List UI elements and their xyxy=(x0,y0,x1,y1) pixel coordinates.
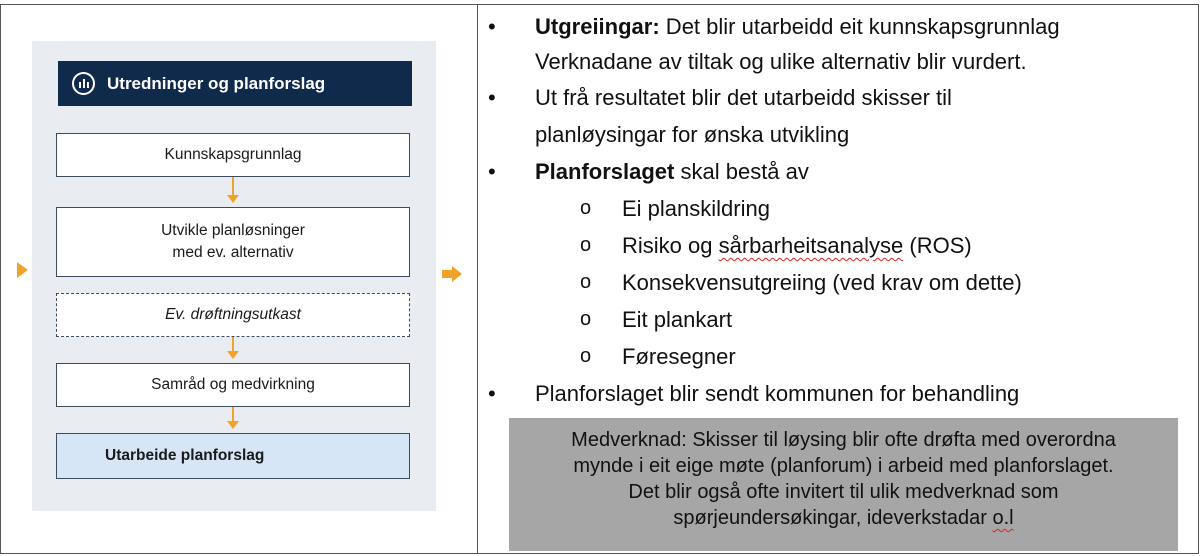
flow-step-develop-plans: Utvikle planløsninger med ev. alternativ xyxy=(56,207,410,277)
right-arrow-icon xyxy=(442,266,461,282)
sub-item-plankart: o Eit plankart xyxy=(622,301,732,338)
chart-icon xyxy=(72,72,95,95)
bullet-submission: • Planforslaget blir sendt kommunen for behandling xyxy=(535,375,1019,412)
description-cell xyxy=(478,5,1198,553)
sub-item-planskildring: o Ei planskildring xyxy=(622,190,770,227)
sub-item-foresegner: o Føresegner xyxy=(622,338,736,375)
flow-arrow-icon xyxy=(227,351,239,359)
left-arrow-icon xyxy=(17,262,28,278)
flow-step-knowledge-base: Kunnskapsgrunnlag xyxy=(56,133,410,177)
flow-arrow-icon xyxy=(227,421,239,429)
bullet-sketches: • Ut frå resultatet blir det utarbeidd skisser til xyxy=(535,79,952,116)
flow-diagram xyxy=(32,41,436,511)
bullet-planforslaget: • Planforslaget skal bestå av xyxy=(535,153,809,190)
flow-step-draft: Ev. drøftningsutkast xyxy=(56,293,410,337)
flow-header xyxy=(58,61,412,106)
flow-step-consultation: Samråd og medvirkning xyxy=(56,363,410,407)
sub-item-konsekvens: o Konsekvensutgreiing (ved krav om dette) xyxy=(622,264,1022,301)
participation-note: Medverknad: Skisser til løysing blir ofte drøfta med overordna mynde i eit eige møte (planforum) i arbeid med planforslaget. Det blir også ofte invitert til ulik medverknad som spørjeundersøkingar, ideverkstadar o.l xyxy=(509,418,1178,551)
content-table xyxy=(0,4,1199,554)
flow-connector xyxy=(232,177,234,195)
bullet-sketches-line2: planløysingar for ønska utvikling xyxy=(535,122,850,147)
flow-header-title: Utredninger og planforslag xyxy=(107,73,326,93)
sub-item-ros: o Risiko og sårbarheitsanalyse (ROS) xyxy=(622,227,972,264)
bullet-utgreiingar: • Utgreiingar: Det blir utarbeidd eit kunnskapsgrunnlag xyxy=(535,8,1060,45)
bullet-utgreiingar-line2: Verknadane av tiltak og ulike alternativ blir vurdert. xyxy=(535,49,1027,74)
flow-step-plan-proposal: Utarbeide planforslag xyxy=(56,433,410,479)
flow-arrow-icon xyxy=(227,195,239,203)
flow-connector xyxy=(232,407,234,421)
flow-connector xyxy=(232,337,234,351)
